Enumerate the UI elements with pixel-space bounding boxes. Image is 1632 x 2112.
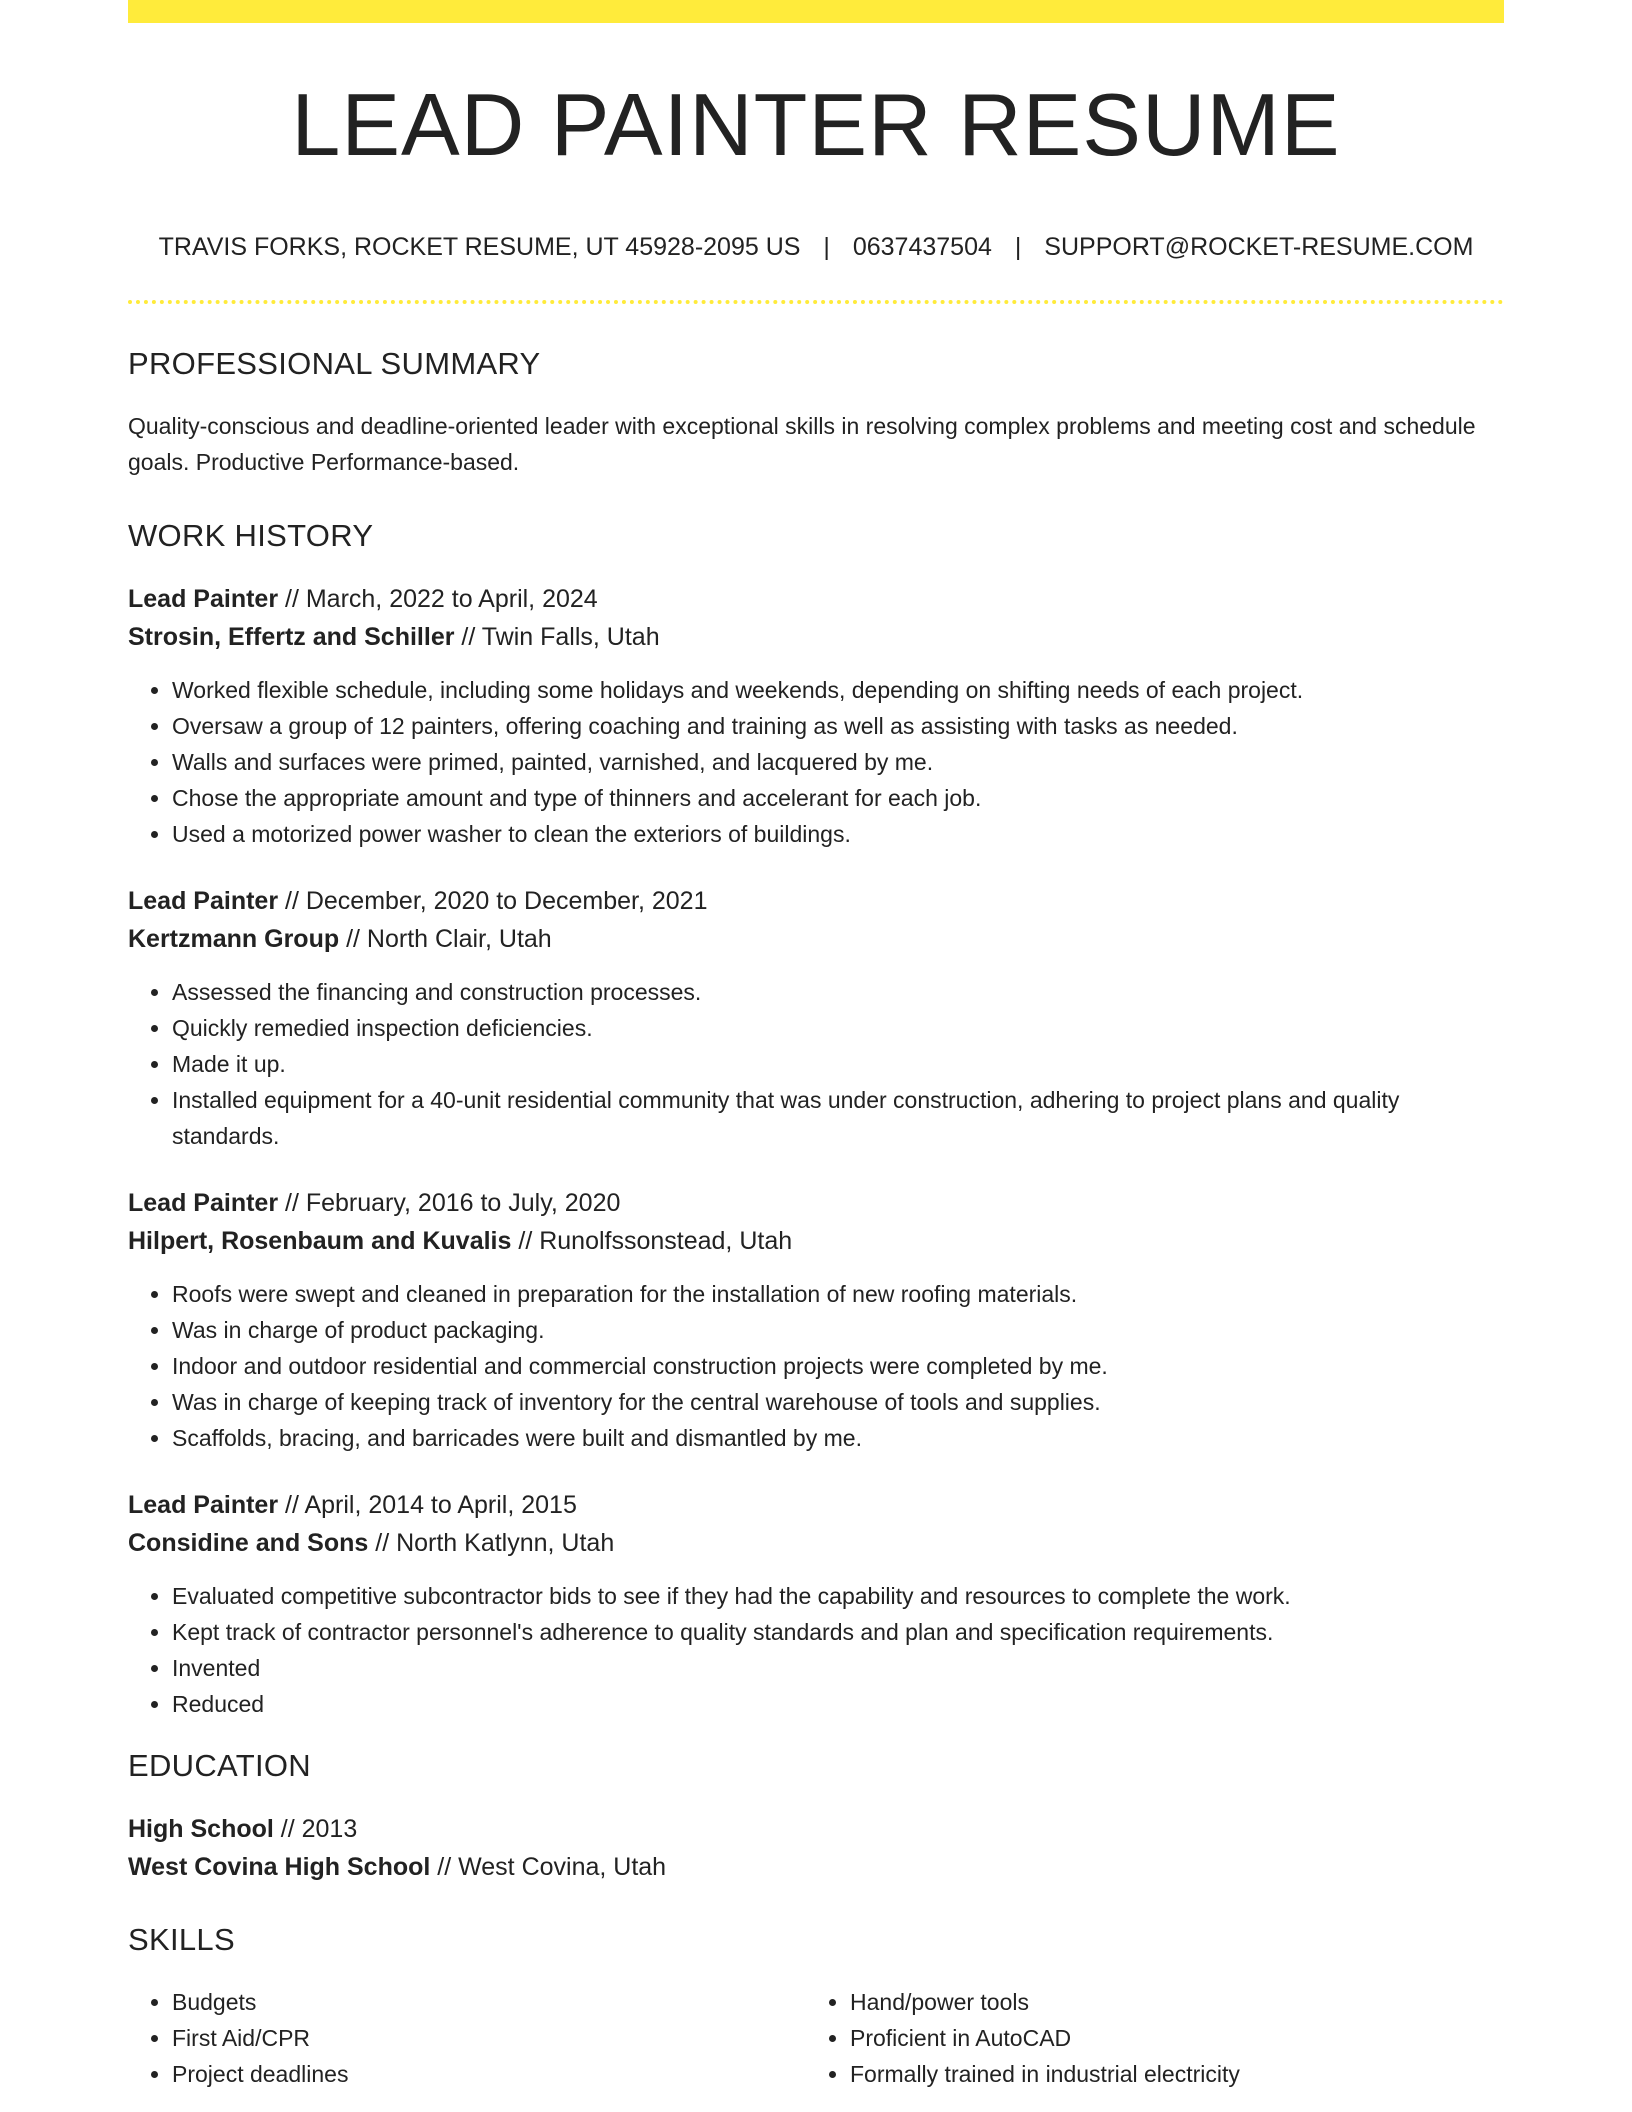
education-degree: High School	[128, 1815, 274, 1843]
job-bullet: • Used a motorized power washer to clean the exteriors of buildings.	[172, 816, 1504, 852]
work-history-heading: WORK HISTORY	[128, 518, 374, 553]
skill-item: • Hand/power tools	[850, 1984, 1484, 2020]
top-accent-bar	[128, 0, 1504, 23]
education-location: // West Covina, Utah	[430, 1853, 667, 1881]
contact-separator: |	[1014, 233, 1022, 261]
skills-heading: SKILLS	[128, 1922, 235, 1957]
skills-column-right	[806, 1984, 1484, 2092]
job-entry	[128, 580, 1504, 852]
job-company-line	[128, 920, 1504, 958]
job-bullet: • Reduced	[172, 1686, 1504, 1722]
job-location: // North Katlynn, Utah	[368, 1529, 615, 1557]
education-entry	[128, 1810, 1504, 1886]
job-bullet: • Oversaw a group of 12 painters, offering coaching and training as well as assisting with tasks as needed.	[172, 708, 1504, 744]
job-bullet: • Made it up.	[172, 1046, 1504, 1082]
summary-text: Quality-conscious and deadline-oriented leader with exceptional skills in resolving complex problems and meeting cost and schedule goals. Productive Performance-based.	[128, 413, 1476, 475]
job-entry	[128, 882, 1504, 1154]
job-bullets	[128, 1578, 1504, 1722]
job-bullet: • Assessed the financing and construction processes.	[172, 974, 1504, 1010]
job-bullet: • Was in charge of product packaging.	[172, 1312, 1504, 1348]
education-school: West Covina High School	[128, 1853, 431, 1881]
job-bullet: • Roofs were swept and cleaned in preparation for the installation of new roofing materials.	[172, 1276, 1504, 1312]
job-company: Kertzmann Group	[128, 925, 340, 953]
skill-item: • Budgets	[172, 1984, 806, 2020]
skill-item: • Project deadlines	[172, 2056, 806, 2092]
job-bullets	[128, 1276, 1504, 1456]
job-bullet: • Invented	[172, 1650, 1504, 1686]
resume-page	[128, 0, 1504, 2092]
job-title: Lead Painter	[128, 887, 279, 915]
contact-address: TRAVIS FORKS, ROCKET RESUME, UT 45928-2095 US	[158, 233, 801, 261]
contact-separator: |	[823, 233, 830, 261]
skills-grid	[128, 1984, 1504, 2092]
job-company-line	[128, 1222, 1504, 1260]
education-year: // 2013	[273, 1815, 358, 1843]
job-bullet: • Worked flexible schedule, including some holidays and weekends, depending on shifting needs of each project.	[172, 672, 1504, 708]
job-entry	[128, 1184, 1504, 1456]
job-title-line	[128, 1486, 1504, 1524]
job-bullet: • Was in charge of keeping track of inventory for the central warehouse of tools and supplies.	[172, 1384, 1504, 1420]
summary-heading: PROFESSIONAL SUMMARY	[128, 346, 541, 381]
job-company: Considine and Sons	[128, 1529, 369, 1557]
job-bullets	[128, 672, 1504, 852]
job-title-line	[128, 1184, 1504, 1222]
job-title: Lead Painter	[128, 1491, 279, 1519]
contact-phone: 0637437504	[852, 233, 992, 261]
job-bullet: • Quickly remedied inspection deficiencies.	[172, 1010, 1504, 1046]
job-dates: // February, 2016 to July, 2020	[278, 1189, 621, 1217]
job-entry	[128, 1486, 1504, 1722]
education-degree-line	[128, 1810, 1504, 1848]
job-title-line	[128, 882, 1504, 920]
job-dates: // April, 2014 to April, 2015	[278, 1491, 577, 1519]
job-bullet: • Indoor and outdoor residential and commercial construction projects were completed by me.	[172, 1348, 1504, 1384]
job-dates: // March, 2022 to April, 2024	[278, 585, 598, 613]
job-location: // Twin Falls, Utah	[454, 623, 660, 651]
job-bullet: • Evaluated competitive subcontractor bids to see if they had the capability and resources to complete the work.	[172, 1578, 1504, 1614]
contact-email: SUPPORT@ROCKET-RESUME.COM	[1044, 233, 1474, 261]
job-company-line	[128, 1524, 1504, 1562]
job-company-line	[128, 618, 1504, 656]
skill-item: • Formally trained in industrial electricity	[850, 2056, 1484, 2092]
job-bullet: • Scaffolds, bracing, and barricades were built and dismantled by me.	[172, 1420, 1504, 1456]
job-location: // North Clair, Utah	[339, 925, 552, 953]
job-title: Lead Painter	[128, 1189, 279, 1217]
job-title-line	[128, 580, 1504, 618]
contact-line	[128, 235, 1504, 260]
job-bullet: • Walls and surfaces were primed, painted, varnished, and lacquered by me.	[172, 744, 1504, 780]
job-company: Strosin, Effertz and Schiller	[128, 623, 455, 651]
job-location: // Runolfssonstead, Utah	[511, 1227, 793, 1255]
skills-column-left	[128, 1984, 806, 2092]
skill-item: • First Aid/CPR	[172, 2020, 806, 2056]
job-dates: // December, 2020 to December, 2021	[278, 887, 708, 915]
dotted-divider	[128, 300, 1504, 304]
education-heading: EDUCATION	[128, 1748, 311, 1783]
job-bullet: • Kept track of contractor personnel's adherence to quality standards and plan and specification requirements.	[172, 1614, 1504, 1650]
education-school-line	[128, 1848, 1504, 1886]
job-title: Lead Painter	[128, 585, 279, 613]
job-bullet: • Chose the appropriate amount and type of thinners and accelerant for each job.	[172, 780, 1504, 816]
skill-item: • Proficient in AutoCAD	[850, 2020, 1484, 2056]
resume-title: LEAD PAINTER RESUME	[291, 75, 1341, 174]
job-company: Hilpert, Rosenbaum and Kuvalis	[128, 1227, 512, 1255]
job-bullets	[128, 974, 1504, 1154]
job-bullet: • Installed equipment for a 40-unit residential community that was under construction, adhering to project plans and quality standards.	[172, 1082, 1504, 1154]
